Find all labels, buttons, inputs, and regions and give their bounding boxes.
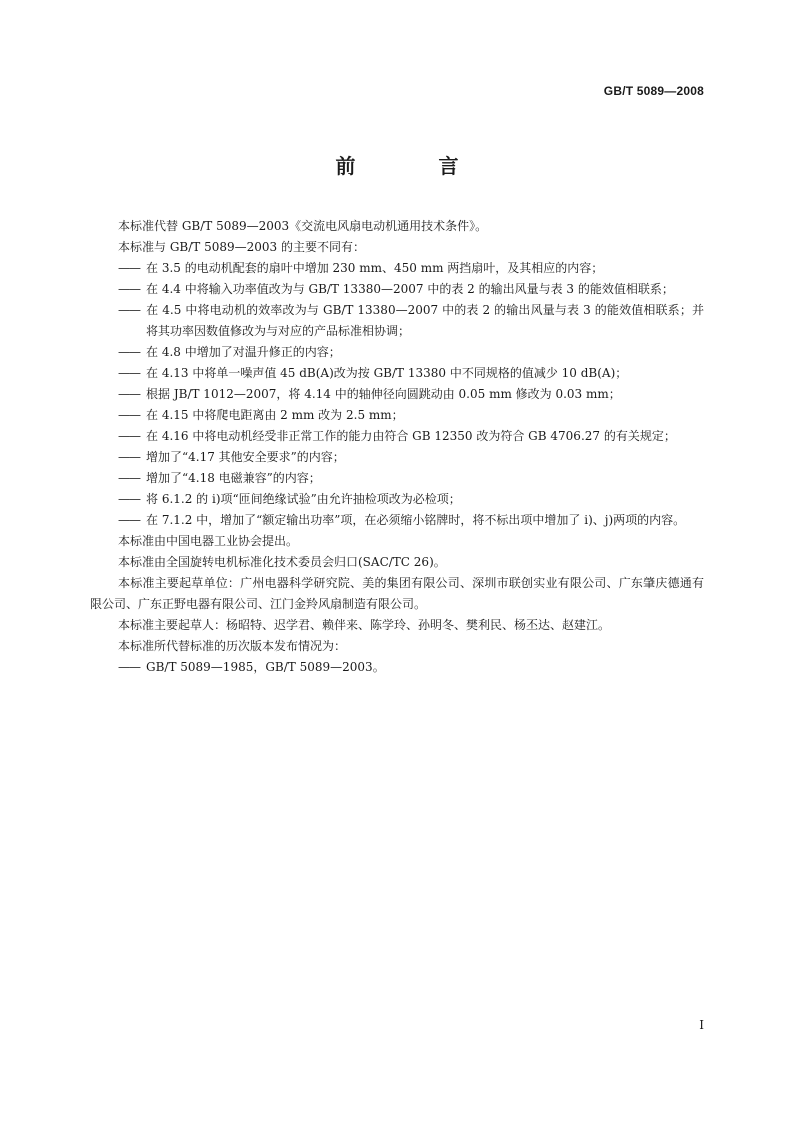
change-item-text: 在 4.4 中将输入功率值改为与 GB/T 13380—2007 中的表 2 的输出风量与表 3 的能效值相联系； xyxy=(146,282,674,296)
closing-paragraph: 本标准主要起草单位：广州电器科学研究院、美的集团有限公司、深圳市联创实业有限公司、广东肇庆德通有限公司、广东正野电器有限公司、江门金羚风扇制造有限公司。 xyxy=(90,576,704,611)
foreword-body xyxy=(90,216,704,678)
change-item xyxy=(90,405,704,426)
change-item xyxy=(90,363,704,384)
change-item xyxy=(90,384,704,405)
change-item-text: 在 3.5 的电动机配套的扇叶中增加 230 mm、450 mm 两挡扇叶，及其相应的内容； xyxy=(146,261,604,275)
change-item-text: 根据 JB/T 1012—2007，将 4.14 中的轴伸径向圆跳动由 0.05 mm 修改为 0.03 mm； xyxy=(146,387,621,401)
change-item xyxy=(90,468,704,489)
change-item xyxy=(90,300,704,342)
change-item xyxy=(90,447,704,468)
page-number: I xyxy=(699,1018,704,1032)
dash-mark: —— xyxy=(118,492,140,506)
closing-paragraph: 本标准由中国电器工业协会提出。 xyxy=(118,534,299,548)
intro-paragraph: 本标准与 GB/T 5089—2003 的主要不同有： xyxy=(118,240,365,254)
dash-mark: —— xyxy=(118,282,140,296)
standard-code: GB/T 5089—2008 xyxy=(603,84,704,98)
dash-mark: —— xyxy=(118,660,140,674)
change-item-text: 将 6.1.2 的 i)项“匝间绝缘试验”由允许抽检项改为必检项； xyxy=(146,492,461,506)
change-item xyxy=(90,489,704,510)
intro-paragraph: 本标准代替 GB/T 5089—2003《交流电风扇电动机通用技术条件》。 xyxy=(118,219,488,233)
change-item-text: 在 7.1.2 中，增加了“额定输出功率”项，在必须缩小铭牌时，将不标出项中增加了 i)、j)两项的内容。 xyxy=(146,513,686,527)
dash-mark: —— xyxy=(118,366,140,380)
closing-paragraph: 本标准所代替标准的历次版本发布情况为： xyxy=(118,639,347,653)
closing-paragraph: 本标准主要起草人：杨昭特、迟学君、赖伴来、陈学玲、孙明冬、樊利民、杨丕达、赵建江。 xyxy=(118,618,611,632)
change-item-text: 增加了“4.18 电磁兼容”的内容； xyxy=(146,471,321,485)
dash-mark: —— xyxy=(118,387,140,401)
dash-mark: —— xyxy=(118,450,140,464)
page-title: 前 言 xyxy=(335,154,497,178)
change-item xyxy=(90,279,704,300)
change-item-text: 在 4.15 中将爬电距离由 2 mm 改为 2.5 mm； xyxy=(146,408,404,422)
change-item xyxy=(90,258,704,279)
history-item xyxy=(90,657,704,678)
dash-mark: —— xyxy=(118,261,140,275)
dash-mark: —— xyxy=(118,303,140,317)
closing-paragraph: 本标准由全国旋转电机标准化技术委员会归口(SAC/TC 26)。 xyxy=(118,555,446,569)
history-item-text: GB/T 5089—1985，GB/T 5089—2003。 xyxy=(146,660,385,674)
dash-mark: —— xyxy=(118,345,140,359)
change-item xyxy=(90,426,704,447)
change-item xyxy=(90,342,704,363)
dash-mark: —— xyxy=(118,471,140,485)
change-item xyxy=(90,510,704,531)
change-item-text: 增加了“4.17 其他安全要求”的内容； xyxy=(146,450,345,464)
dash-mark: —— xyxy=(118,429,140,443)
dash-mark: —— xyxy=(118,513,140,527)
dash-mark: —— xyxy=(118,408,140,422)
change-item-text: 在 4.5 中将电动机的效率改为与 GB/T 13380—2007 中的表 2 的输出风量与表 3 的能效值相联系；并将其功率因数值修改为与对应的产品标准相协调； xyxy=(146,303,704,338)
change-item-text: 在 4.13 中将单一噪声值 45 dB(A)改为按 GB/T 13380 中不同规格的值减少 10 dB(A)； xyxy=(146,366,628,380)
change-item-text: 在 4.16 中将电动机经受非正常工作的能力由符合 GB 12350 改为符合 GB 4706.27 的有关规定； xyxy=(146,429,676,443)
change-item-text: 在 4.8 中增加了对温升修正的内容； xyxy=(146,345,341,359)
